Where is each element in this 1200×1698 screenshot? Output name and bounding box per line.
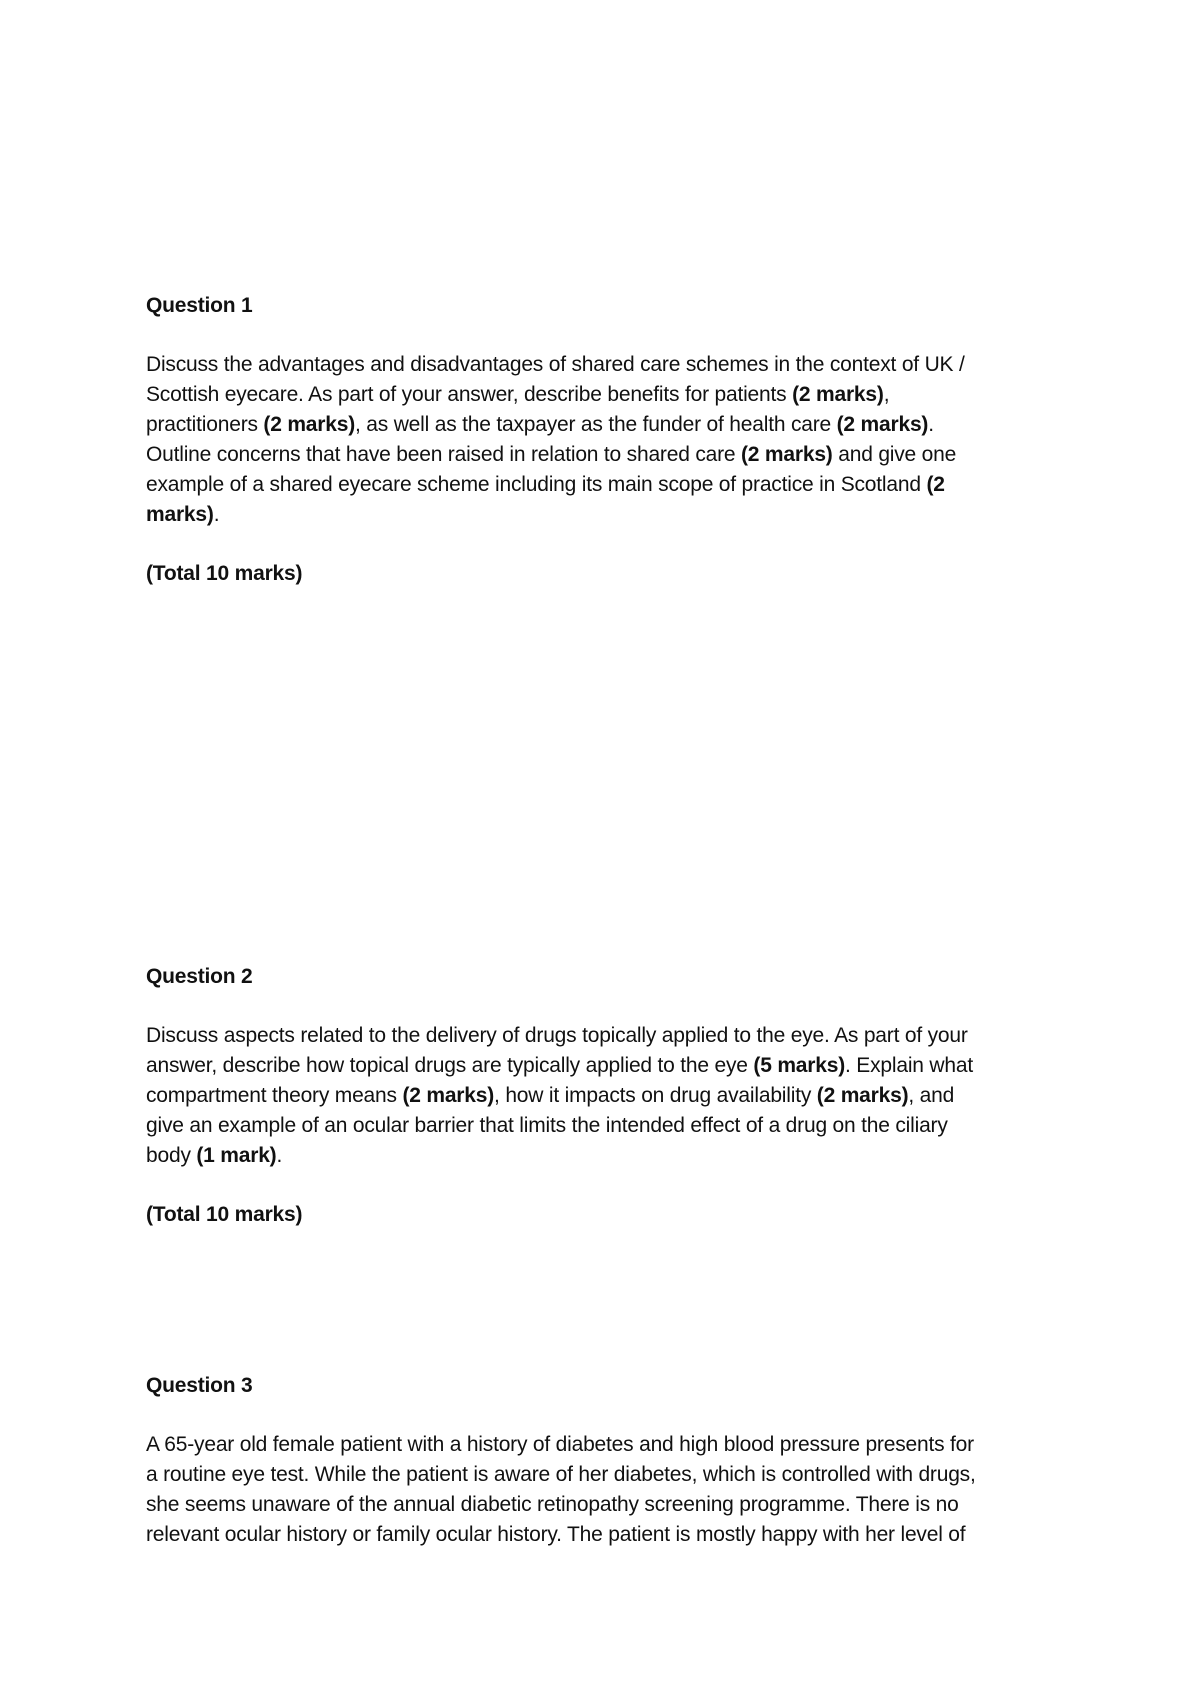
question-text: , how it impacts on drug availability	[494, 1084, 817, 1107]
question-text: .	[213, 503, 220, 526]
question-text-line	[146, 1081, 1076, 1111]
question-text-line	[146, 410, 1076, 440]
question-title: Question 2	[146, 965, 253, 988]
question-text-line	[146, 380, 1076, 410]
question-body	[146, 350, 1076, 530]
marks-allocation: (2 marks)	[263, 413, 356, 436]
question-text: body	[146, 1144, 197, 1167]
question-text: example of a shared eyecare scheme including its main scope of practice in Scotland	[146, 473, 927, 496]
question-title: Question 1	[146, 294, 253, 317]
question-title: Question 3	[146, 1374, 253, 1397]
question-text-line	[146, 1430, 1076, 1460]
question-text-line	[146, 1021, 1076, 1051]
question-text-line	[146, 350, 1076, 380]
question-body	[146, 1430, 1076, 1550]
question-text: Scottish eyecare. As part of your answer, describe benefits for patients	[146, 383, 793, 406]
question-text-line	[146, 1460, 1076, 1490]
question-text: . Explain what	[845, 1054, 973, 1077]
question-text: give an example of an ocular barrier that limits the intended effect of a drug on the ciliary	[146, 1114, 948, 1137]
question-text: Outline concerns that have been raised in relation to shared care	[146, 443, 742, 466]
question-total-marks: (Total 10 marks)	[146, 1203, 303, 1226]
question-text: relevant ocular history or family ocular history. The patient is mostly happy with her level of	[146, 1523, 966, 1546]
question-text: Discuss aspects related to the delivery of drugs topically applied to the eye. As part of your	[146, 1024, 968, 1047]
marks-allocation: (2 marks)	[792, 383, 884, 406]
marks-allocation: (2 marks)	[816, 1084, 909, 1107]
question-text: compartment theory means	[146, 1084, 403, 1107]
question-text: .	[928, 413, 934, 436]
marks-allocation: (5 marks)	[753, 1054, 846, 1077]
question-text: .	[276, 1144, 283, 1167]
question-1	[146, 291, 1076, 589]
question-text-line	[146, 1051, 1076, 1081]
marks-allocation: (2 marks)	[836, 413, 929, 436]
question-text-line	[146, 1490, 1076, 1520]
marks-allocation: (2	[926, 473, 945, 496]
question-text-line	[146, 1111, 1076, 1141]
question-text-line	[146, 1520, 1076, 1550]
question-text: practitioners	[146, 413, 264, 436]
marks-allocation: (1 mark)	[196, 1144, 277, 1167]
question-text: , as well as the taxpayer as the funder of health care	[355, 413, 837, 436]
question-text: A 65-year old female patient with a history of diabetes and high blood pressure presents for	[146, 1433, 974, 1456]
marks-allocation: (2 marks)	[402, 1084, 495, 1107]
question-text-line	[146, 1141, 1076, 1171]
question-text-line	[146, 500, 1076, 530]
question-text: a routine eye test. While the patient is aware of her diabetes, which is controlled with drugs,	[146, 1463, 976, 1486]
question-text: ,	[883, 383, 890, 406]
question-total-marks: (Total 10 marks)	[146, 562, 303, 585]
question-3	[146, 1371, 1076, 1550]
question-text: she seems unaware of the annual diabetic retinopathy screening programme. There is no	[146, 1493, 959, 1516]
question-text: and give one	[832, 443, 957, 466]
question-text-line	[146, 440, 1076, 470]
marks-allocation: (2 marks)	[741, 443, 833, 466]
question-text-line	[146, 470, 1076, 500]
question-text: , and	[908, 1084, 955, 1107]
question-2	[146, 962, 1076, 1230]
question-body	[146, 1021, 1076, 1171]
question-text: Discuss the advantages and disadvantages of shared care schemes in the context of UK /	[146, 353, 965, 376]
marks-allocation: marks)	[146, 503, 214, 526]
question-text: answer, describe how topical drugs are typically applied to the eye	[146, 1054, 754, 1077]
